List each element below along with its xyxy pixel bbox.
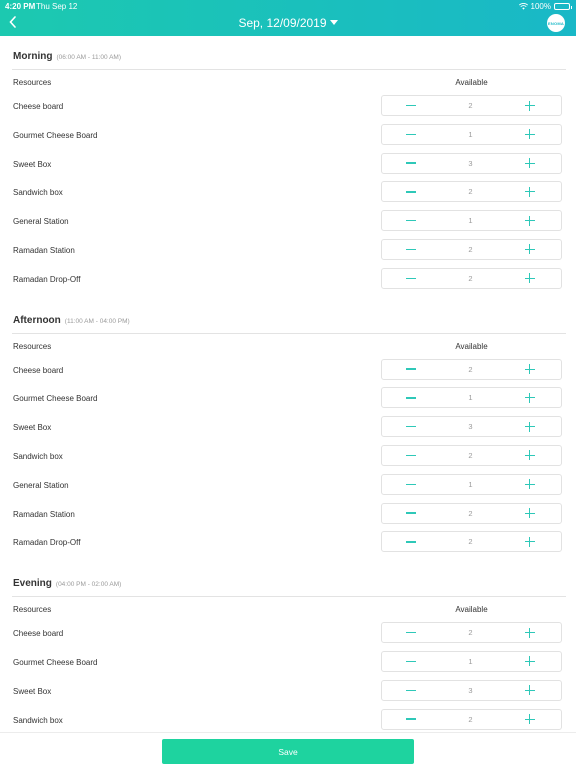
status-bar xyxy=(0,0,576,12)
plus-icon[interactable] xyxy=(525,714,535,724)
section-name: Afternoon xyxy=(13,314,61,326)
plus-icon[interactable] xyxy=(525,244,535,254)
resource-row xyxy=(0,386,576,415)
quantity-value[interactable]: 1 xyxy=(468,479,473,489)
quantity-stepper xyxy=(381,181,562,202)
minus-icon[interactable] xyxy=(406,512,416,514)
minus-icon[interactable] xyxy=(406,368,416,370)
minus-icon[interactable] xyxy=(406,191,416,193)
column-header-available: Available xyxy=(455,78,488,87)
resource-name: Ramadan Station xyxy=(13,509,75,519)
quantity-stepper xyxy=(381,416,562,437)
minus-icon[interactable] xyxy=(406,484,416,486)
section-name: Evening xyxy=(13,578,52,590)
quantity-stepper xyxy=(381,474,562,495)
resource-row xyxy=(0,123,576,152)
quantity-value[interactable]: 1 xyxy=(468,393,473,403)
minus-icon[interactable] xyxy=(406,220,416,222)
plus-icon[interactable] xyxy=(525,479,535,489)
minus-icon[interactable] xyxy=(406,105,416,107)
quantity-stepper xyxy=(381,268,562,289)
quantity-value[interactable]: 2 xyxy=(468,508,473,518)
date-picker-title[interactable] xyxy=(0,16,576,30)
battery-icon xyxy=(554,3,570,10)
quantity-value[interactable]: 1 xyxy=(468,216,473,226)
minus-icon[interactable] xyxy=(406,632,416,634)
footer-bar xyxy=(0,732,576,768)
resource-name: Sweet Box xyxy=(13,159,52,169)
resource-name: Sandwich box xyxy=(13,715,63,725)
resource-row xyxy=(0,444,576,473)
column-header-available: Available xyxy=(455,341,488,351)
minus-icon[interactable] xyxy=(406,541,416,543)
section-time-range: (11:00 AM - 04:00 PM) xyxy=(64,317,130,325)
minus-icon[interactable] xyxy=(406,249,416,251)
quantity-stepper xyxy=(381,210,562,231)
plus-icon[interactable] xyxy=(525,216,535,226)
resource-name: Sweet Box xyxy=(13,423,52,433)
section-name: Morning xyxy=(13,51,53,62)
quantity-stepper xyxy=(381,651,562,672)
column-header-resources: Resources xyxy=(13,341,52,351)
resource-name: Gourmet Cheese Board xyxy=(13,130,98,140)
wifi-icon xyxy=(519,3,528,10)
resource-row xyxy=(0,358,576,387)
caret-down-icon xyxy=(330,20,338,25)
quantity-stepper xyxy=(381,153,562,174)
resource-row xyxy=(0,267,576,296)
resource-row xyxy=(0,650,576,679)
minus-icon[interactable] xyxy=(406,162,416,164)
quantity-value[interactable]: 2 xyxy=(468,273,473,283)
section-afternoon xyxy=(0,300,576,564)
status-indicators xyxy=(519,2,570,11)
quantity-stepper xyxy=(381,531,562,552)
resource-row xyxy=(0,415,576,444)
column-header-row xyxy=(0,597,576,621)
quantity-stepper xyxy=(381,359,562,380)
quantity-stepper xyxy=(381,387,562,408)
resource-name: Gourmet Cheese Board xyxy=(13,657,98,667)
column-header-resources: Resources xyxy=(13,78,52,87)
status-time: 4:20 PM xyxy=(5,2,36,11)
minus-icon[interactable] xyxy=(406,426,416,428)
resource-row xyxy=(0,152,576,181)
resource-name: Sandwich box xyxy=(13,188,63,198)
quantity-stepper xyxy=(381,622,562,643)
quantity-value[interactable]: 2 xyxy=(468,628,473,638)
minus-icon[interactable] xyxy=(406,278,416,280)
quantity-value[interactable]: 2 xyxy=(468,101,473,110)
quantity-value[interactable]: 3 xyxy=(468,422,473,432)
resource-row xyxy=(0,621,576,650)
quantity-value[interactable]: 2 xyxy=(468,537,473,547)
resource-row xyxy=(0,473,576,502)
quantity-value[interactable]: 2 xyxy=(468,244,473,254)
quantity-stepper xyxy=(381,239,562,260)
minus-icon[interactable] xyxy=(406,718,416,720)
quantity-value[interactable]: 2 xyxy=(468,187,473,197)
quantity-stepper xyxy=(381,124,562,145)
sections-container xyxy=(0,36,576,732)
resource-name: Cheese board xyxy=(13,102,64,111)
plus-icon[interactable] xyxy=(525,656,535,666)
quantity-stepper xyxy=(381,680,562,701)
quantity-stepper xyxy=(381,445,562,466)
section-evening xyxy=(0,563,576,732)
resource-row xyxy=(0,708,576,732)
quantity-value[interactable]: 3 xyxy=(468,685,473,695)
save-button[interactable]: Save xyxy=(162,739,414,764)
minus-icon[interactable] xyxy=(406,690,416,692)
plus-icon[interactable] xyxy=(525,508,535,518)
plus-icon[interactable] xyxy=(525,158,535,168)
minus-icon[interactable] xyxy=(406,134,416,136)
minus-icon[interactable] xyxy=(406,455,416,457)
resource-name: General Station xyxy=(13,217,69,227)
column-header-row xyxy=(0,70,576,94)
section-title xyxy=(0,563,576,589)
quantity-stepper xyxy=(381,709,562,730)
column-header-resources: Resources xyxy=(13,605,52,615)
section-title xyxy=(0,36,576,62)
quantity-value[interactable]: 1 xyxy=(468,129,473,139)
section-title xyxy=(0,300,576,326)
resource-name: Sandwich box xyxy=(13,451,63,461)
plus-icon[interactable] xyxy=(525,628,535,638)
resource-row xyxy=(0,530,576,559)
resource-row xyxy=(0,209,576,238)
quantity-stepper xyxy=(381,503,562,524)
plus-icon[interactable] xyxy=(525,537,535,547)
minus-icon[interactable] xyxy=(406,661,416,663)
resource-name: Sweet Box xyxy=(13,686,52,696)
brand-logo[interactable] xyxy=(547,14,565,32)
resource-name: Ramadan Drop-Off xyxy=(13,274,81,284)
plus-icon[interactable] xyxy=(525,393,535,403)
quantity-value[interactable]: 1 xyxy=(468,656,473,666)
section-time-range: (06:00 AM - 11:00 AM) xyxy=(56,54,121,61)
resource-name: Ramadan Station xyxy=(13,245,75,255)
column-header-available: Available xyxy=(455,605,488,615)
section-time-range: (04:00 PM - 02:00 AM) xyxy=(55,581,122,589)
plus-icon[interactable] xyxy=(525,101,535,111)
resources-scroll-area[interactable] xyxy=(0,36,576,732)
quantity-value[interactable]: 3 xyxy=(468,158,473,168)
quantity-value[interactable]: 2 xyxy=(468,714,473,724)
column-header-row xyxy=(0,334,576,358)
quantity-value[interactable]: 2 xyxy=(468,450,473,460)
plus-icon[interactable] xyxy=(525,187,535,197)
quantity-stepper xyxy=(381,95,562,116)
plus-icon[interactable] xyxy=(525,273,535,283)
resource-name: Ramadan Drop-Off xyxy=(13,538,81,548)
resource-name: Cheese board xyxy=(13,365,64,375)
quantity-value[interactable]: 2 xyxy=(468,364,473,374)
plus-icon[interactable] xyxy=(525,129,535,139)
resource-row xyxy=(0,238,576,267)
resource-row xyxy=(0,502,576,531)
plus-icon[interactable] xyxy=(525,422,535,432)
plus-icon[interactable] xyxy=(525,685,535,695)
battery-percent: 100% xyxy=(530,2,551,11)
app-header xyxy=(0,0,576,36)
resource-row xyxy=(0,180,576,209)
logo-text: ENOMA xyxy=(548,20,564,26)
status-date: Thu Sep 12 xyxy=(36,2,78,11)
minus-icon[interactable] xyxy=(406,397,416,399)
resource-row xyxy=(0,679,576,708)
plus-icon[interactable] xyxy=(525,450,535,460)
resource-row xyxy=(0,94,576,123)
resource-name: Gourmet Cheese Board xyxy=(13,394,98,404)
resource-name: General Station xyxy=(13,480,69,490)
date-title-text: Sep, 12/09/2019 xyxy=(238,16,327,30)
section-morning xyxy=(0,36,576,300)
resource-name: Cheese board xyxy=(13,629,64,639)
plus-icon[interactable] xyxy=(525,364,535,374)
